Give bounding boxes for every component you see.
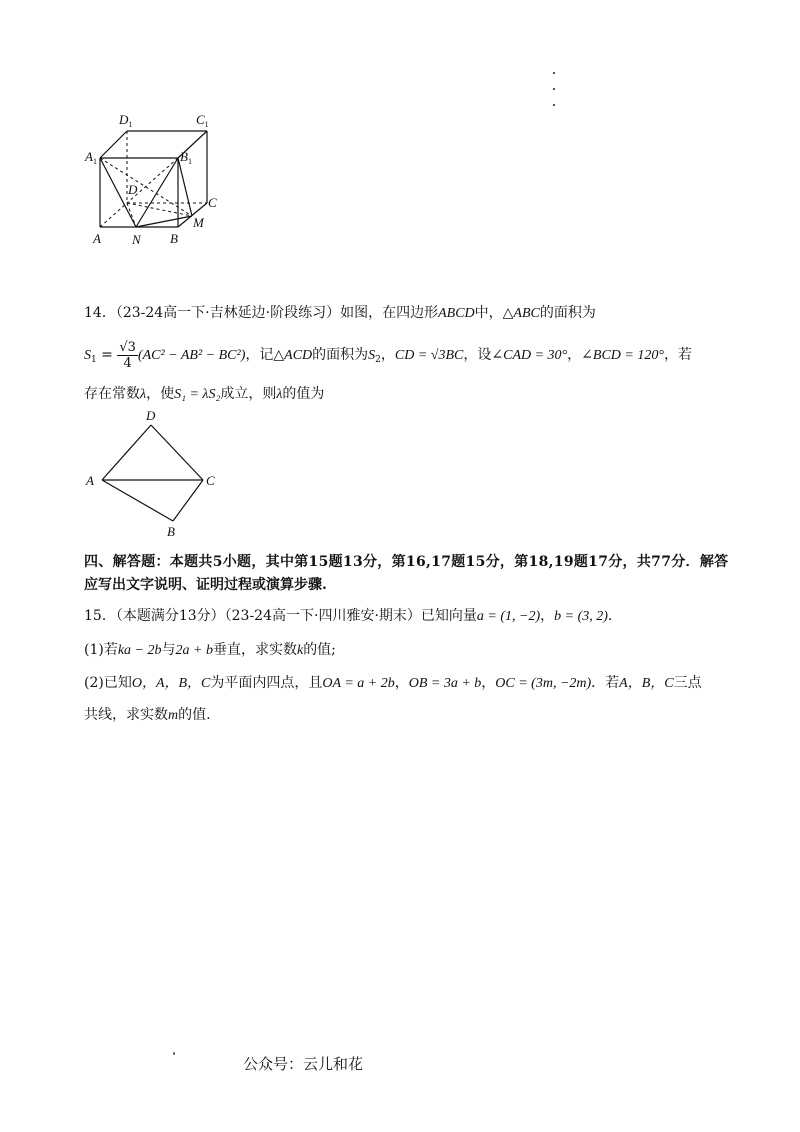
q14-eq: = xyxy=(96,347,118,363)
q14-text8: ，若 xyxy=(663,347,692,363)
q14-s2: S xyxy=(368,348,376,363)
cube-figure xyxy=(80,110,230,250)
cube-label-c1: $C_1$ xyxy=(196,112,209,129)
q15-end: . xyxy=(607,608,613,624)
q14-angle1: ∠CAD = 30° xyxy=(491,348,568,363)
q15-line1 xyxy=(84,606,612,627)
q14-number: 14． xyxy=(84,305,116,321)
q15-ob: OB = 3a + b xyxy=(408,676,482,691)
q15-p1-mid: 与 xyxy=(161,642,176,658)
q14-line3a: 存在常数 xyxy=(84,386,140,402)
q15-sep: ， xyxy=(540,608,555,624)
quad-label-b: B xyxy=(167,524,175,539)
footer-text: 公众号：云儿和花 xyxy=(243,1055,364,1073)
q14-source: （23-24高一下·吉林延边·阶段练习） xyxy=(115,305,341,321)
q14-line3b: ，使 xyxy=(146,386,175,402)
q14-line2 xyxy=(84,338,692,377)
q15-p2-points2: A，B，C xyxy=(619,676,674,691)
q15-sep-2: ， xyxy=(394,675,409,691)
q15-p2-line2a: 共线，求实数 xyxy=(84,707,168,723)
cube-label-m: M xyxy=(193,215,204,230)
cube-label-n: N xyxy=(132,232,141,247)
cube-label-a1: $A_1$ xyxy=(85,149,97,166)
q15-p2-tail2: 三点 xyxy=(673,675,702,691)
quadrilateral-figure xyxy=(82,405,222,540)
q15-p2-tail: ．若 xyxy=(591,675,620,691)
q15-k: k xyxy=(296,643,304,658)
q14-angle2: ∠BCD = 120° xyxy=(581,348,664,363)
q14-fraction-den: 4 xyxy=(123,355,132,371)
cube-label-d: D xyxy=(128,182,138,197)
q15-p1-end: 垂直，求实数 xyxy=(212,642,297,658)
section4-line2: 应写出文字说明、证明过程或演算步骤. xyxy=(84,577,327,593)
q14-s1: S xyxy=(84,348,91,363)
q14-formula: (AC² − AB² − BC²) xyxy=(137,348,246,363)
q15-sep-3: ， xyxy=(481,675,496,691)
q14-text2: 中， xyxy=(474,305,503,321)
q15-part2-line2 xyxy=(84,705,211,726)
q14-tri-abc: △ABC xyxy=(502,306,540,321)
q14-line3d: 的值为 xyxy=(282,386,325,402)
stray-marks xyxy=(553,72,557,108)
q15-p2-mid: 为平面内四点，且 xyxy=(210,675,323,691)
cube-label-c: C xyxy=(208,195,217,210)
q15-p1-tail: 的值; xyxy=(303,642,336,658)
q15-p1-expr1: ka − 2b xyxy=(117,643,162,658)
q14-line3c: 成立，则 xyxy=(220,386,277,402)
q15-oc: OC = (3m, −2m) xyxy=(495,676,592,691)
q15-part2-line1 xyxy=(84,673,702,694)
q15-p2: (2)已知 xyxy=(84,675,132,691)
q14-text3: 的面积为 xyxy=(539,305,596,321)
quad-label-c: C xyxy=(206,473,215,488)
q15-oa: OA = a + 2b xyxy=(322,676,395,691)
q15-p2-line2b: 的值. xyxy=(178,707,211,723)
quad-label-d: D xyxy=(146,408,156,423)
q14-cd-eq: CD = √3BC xyxy=(394,348,464,363)
q14-lambda: λ xyxy=(140,387,147,402)
q14-lambda-2: λ xyxy=(276,387,283,402)
q14-text1: 如图，在四边形 xyxy=(340,305,439,321)
q15-p1-expr2: 2a + b xyxy=(175,643,213,658)
q15-p2-points: O，A，B，C xyxy=(131,676,211,691)
q15-number: 15． xyxy=(84,608,116,624)
cube-label-a: A xyxy=(93,231,101,246)
q15-part1 xyxy=(84,640,336,661)
q14-text6: ， xyxy=(380,347,395,363)
q15-vec-a: a = (1, −2) xyxy=(476,609,541,624)
q14-s1-sub: 1 xyxy=(91,355,97,365)
quad-label-a: A xyxy=(86,473,94,488)
q14-text4: ，记 xyxy=(245,347,274,363)
q14-tri-acd: △ACD xyxy=(273,348,313,363)
q14-text5: 的面积为 xyxy=(312,347,369,363)
q14-line1 xyxy=(84,303,596,324)
q14-abcd: ABCD xyxy=(438,306,475,321)
q14-comma: ， xyxy=(567,347,582,363)
q14-relation: S₁ = λS₂ xyxy=(174,387,221,402)
section4-line1: 四、解答题：本题共5小题，其中第15题13分，第16,17题15分，第18,19题17分，共77分．解答 xyxy=(84,554,729,570)
q14-text7: ，设 xyxy=(463,347,492,363)
q15-source: （本题满分13分）（23-24高一下·四川雅安·期末）已知向量 xyxy=(115,608,477,624)
q15-vec-b: b = (3, 2) xyxy=(554,609,608,624)
cube-label-b1: $B_1$ xyxy=(180,149,192,166)
q15-p1: (1)若 xyxy=(84,642,118,658)
q14-fraction xyxy=(117,340,138,371)
q14-line3 xyxy=(84,384,324,405)
cube-label-b: B xyxy=(170,231,178,246)
q15-m: m xyxy=(168,708,179,723)
stray-mark-footer xyxy=(173,1052,175,1055)
q14-fraction-num: √3 xyxy=(119,339,136,355)
q14-s2-sub: 2 xyxy=(375,355,381,365)
cube-label-d1: $D_1$ xyxy=(119,112,133,129)
